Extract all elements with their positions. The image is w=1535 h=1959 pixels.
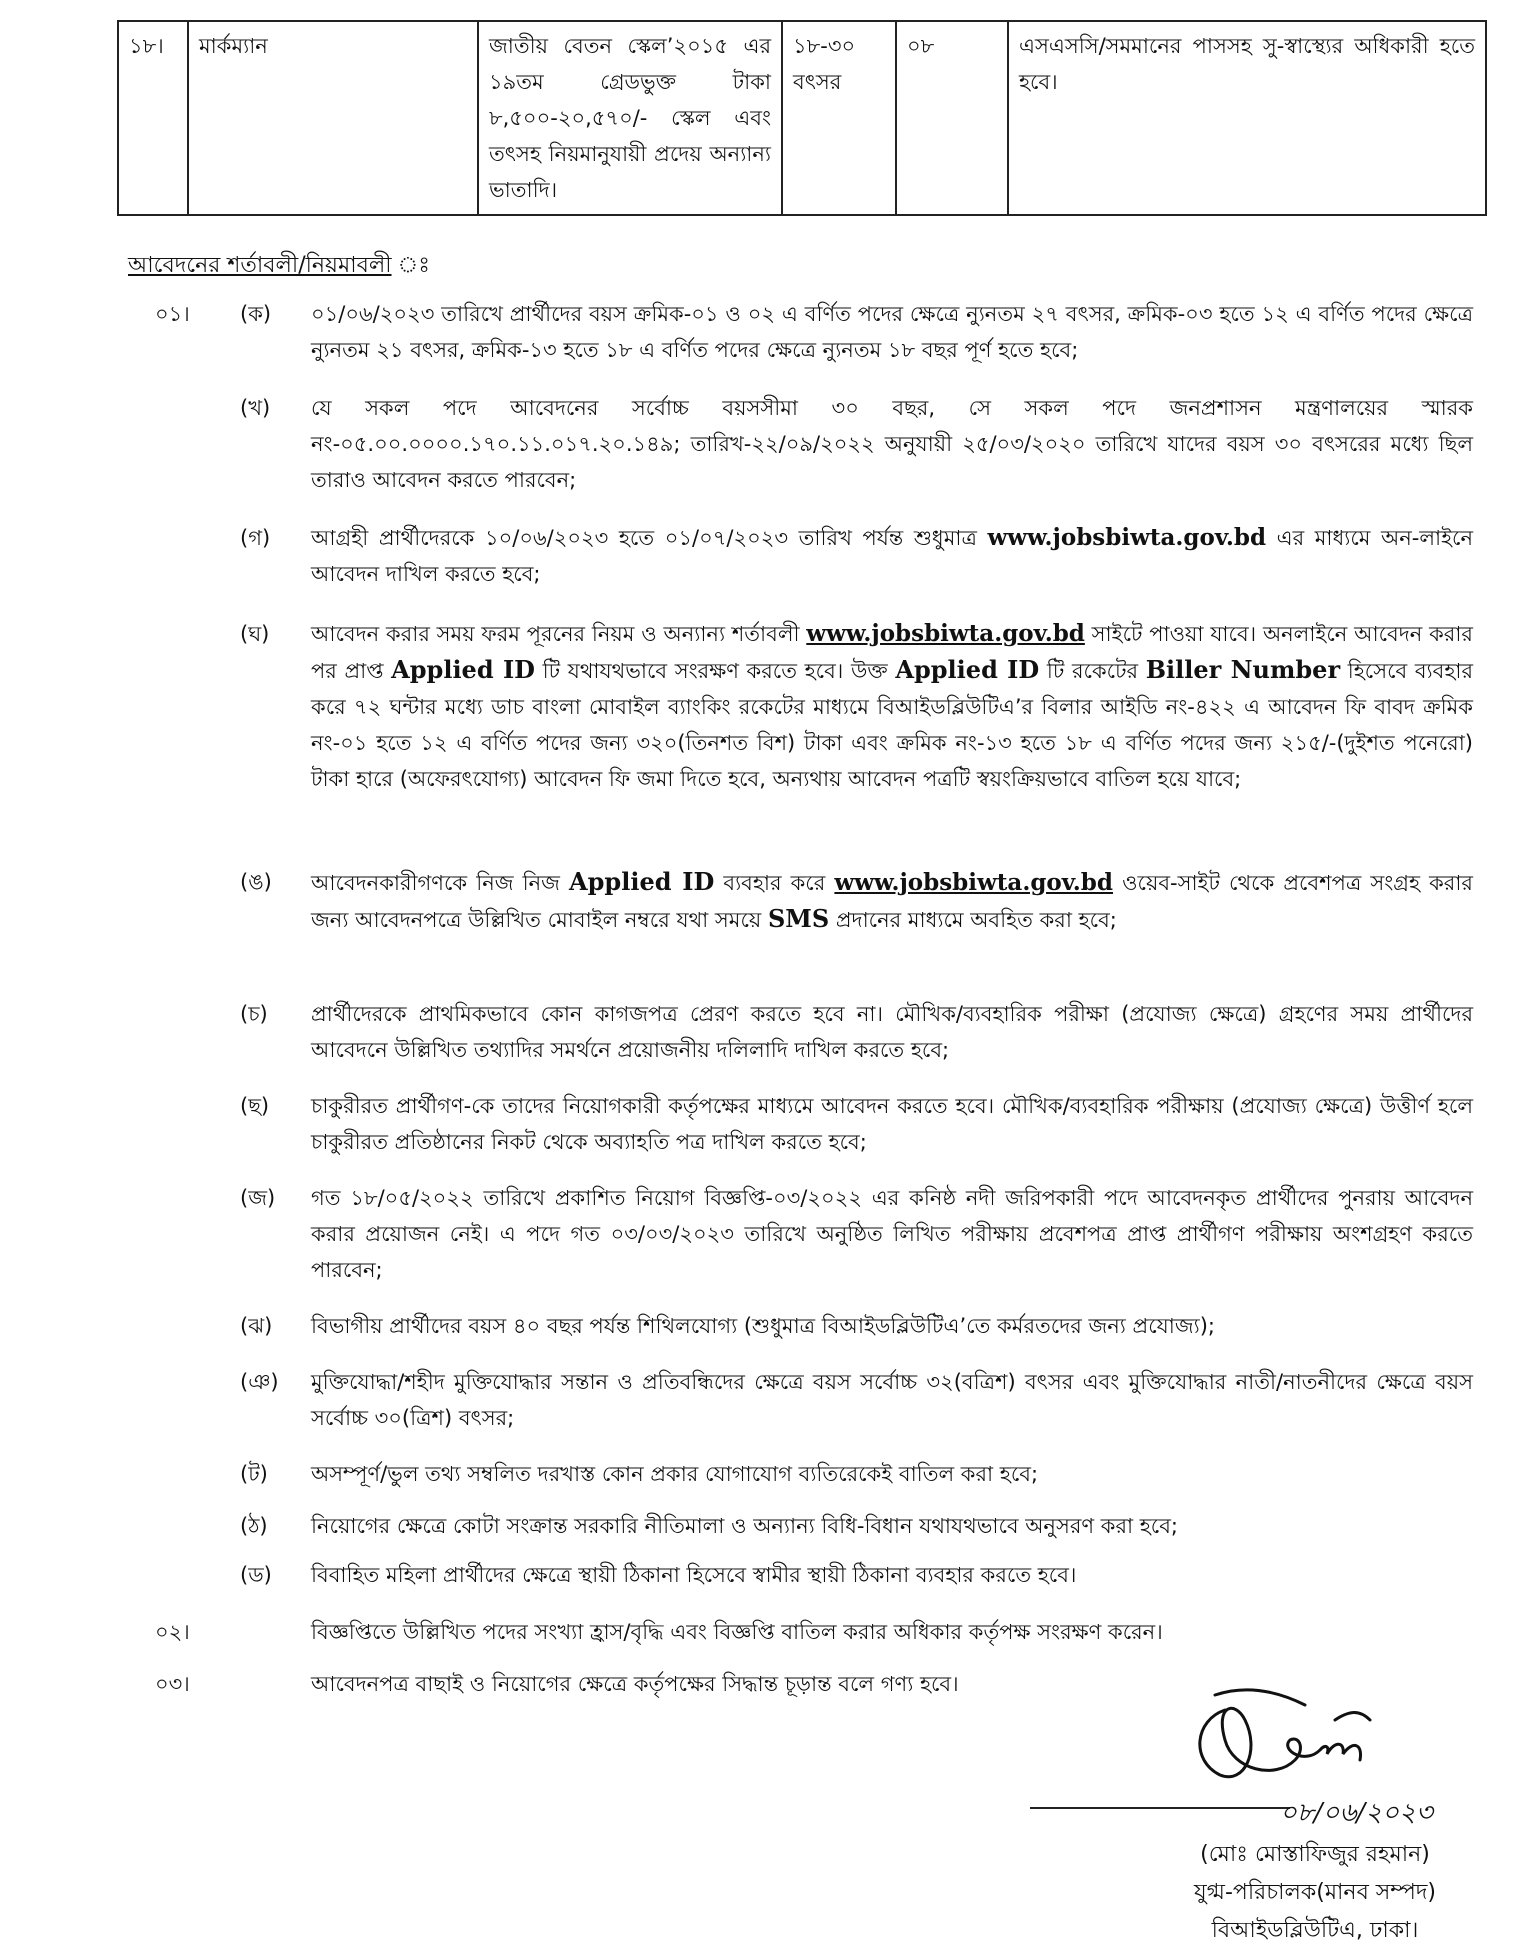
text-run: টি যথাযথভাবে সংরক্ষণ করতে হবে। উক্ত [534, 659, 896, 683]
applied-id-term: Applied ID [391, 655, 535, 684]
signatory-designation: যুগ্ম-পরিচালক(মানব সম্পদ) [1194, 1880, 1436, 1905]
text-run: আগ্রহী প্রার্থীদেরকে ১০/০৬/২০২৩ হতে ০১/০৭/২০২৩ তারিখ পর্যন্ত শুধুমাত্র [311, 526, 988, 550]
text-run: এর মাধ্যমে অন-লাইনে আবেদন দাখিল করতে হবে; [311, 526, 1473, 586]
sub-clause-label: (ঠ) [240, 1514, 268, 1538]
sub-clause-label: (ক) [240, 302, 272, 326]
signature-area [1030, 1680, 1510, 1850]
clause-text: বিভাগীয় প্রার্থীদের বয়স ৪০ বছর পর্যন্ত শিথিলযোগ্য (শুধুমাত্র বিআইডব্লিউটিএ’তে কর্মরতদের জন্য প্রযোজ্য); [311, 1314, 1215, 1338]
website-link[interactable]: www.jobsbiwta.gov.bd [806, 620, 1085, 647]
clause-text: বিবাহিত মহিলা প্রার্থীদের ক্ষেত্রে স্থায়ী ঠিকানা হিসেবে স্বামীর স্থায়ী ঠিকানা ব্যবহার করতে হবে। [311, 1563, 1077, 1587]
clause-text [311, 864, 1473, 938]
sub-clause-label: (ছ) [240, 1094, 270, 1118]
conditions-heading-suffix: ঃ [391, 253, 430, 278]
signature-line [1030, 1807, 1290, 1809]
clause-text [311, 616, 1473, 797]
conditions-heading [128, 250, 430, 282]
sms-term: SMS [767, 904, 830, 933]
sub-clause-label: (ঙ) [240, 870, 272, 894]
sub-clause-label: (খ) [240, 396, 271, 420]
clause-text: ০১/০৬/২০২৩ তারিখে প্রার্থীদের বয়স ক্রমিক-০১ ও ০২ এ বর্ণিত পদের ক্ষেত্রে ন্যুনতম ২৭ বৎসর, ক্রমিক-০৩ হতে ১২ এ বর্ণিত পদের ক্ষেত্রে ন্যুনতম ২১ বৎসর, ক্রমিক-১৩ হতে ১৮ এ বর্ণিত পদের ক্ষেত্রে ন্যুনতম ১৮ বছর পূর্ণ হতে হবে; [311, 302, 1473, 362]
sub-clause-label: (ট) [240, 1462, 268, 1486]
signatory-block [1105, 1836, 1525, 1950]
post-cell: মার্কম্যান [188, 21, 478, 215]
sub-clause-label: (ঝ) [240, 1314, 273, 1338]
posts-table [117, 20, 1487, 216]
sub-clause-label: (ঞ) [240, 1370, 279, 1394]
clause-text: প্রার্থীদেরকে প্রাথমিকভাবে কোন কাগজপত্র প্রেরণ করতে হবে না। মৌখিক/ব্যবহারিক পরীক্ষা (প্রযোজ্য ক্ষেত্রে) গ্রহণের সময় প্রার্থীদের আবেদনে উল্লিখিত তথ্যাদির সমর্থনে প্রয়োজনীয় দলিলাদি দাখিল করতে হবে; [311, 1002, 1473, 1062]
text-run: প্রদানের মাধ্যমে অবহিত করা হবে; [829, 908, 1117, 932]
signatory-organization: বিআইডব্লিউটিএ, ঢাকা। [1211, 1918, 1419, 1943]
clause-text: আবেদনপত্র বাছাই ও নিয়োগের ক্ষেত্রে কর্তৃপক্ষের সিদ্ধান্ত চূড়ান্ত বলে গণ্য হবে। [311, 1672, 959, 1696]
text-run: হিসেবে ব্যবহার করে ৭২ ঘন্টার মধ্যে ডাচ বাংলা মোবাইল ব্যাংকিং রকেটের মাধ্যমে বিআইডব্লিউটিএ’র বিলার আইডি নং-৪২২ এ আবেদন ফি বাবদ ক্রমিক নং-০১ হতে ১২ এ বর্ণিত পদের জন্য ৩২০(তিনশত বিশ) টাকা এবং ক্রমিক নং-১৩ হতে ১৮ এ বর্ণিত পদের জন্য ২১৫/-(দুইশত পনেরো) টাকা হারে (অফেরৎযোগ্য) আবেদন ফি জমা দিতে হবে, অন্যথায় আবেদন পত্রটি স্বয়ংক্রিয়ভাবে বাতিল হয়ে যাবে; [311, 659, 1474, 791]
applied-id-term: Applied ID [569, 867, 715, 896]
sub-clause-label: (জ) [240, 1186, 276, 1210]
sub-clause-label: (গ) [240, 526, 271, 550]
clause-text [311, 520, 1473, 592]
text-run: টি রকেটের [1039, 659, 1146, 683]
serial-cell: ১৮। [118, 21, 188, 215]
signature-date: ০৮/০৬/২০২৩ [1280, 1798, 1433, 1828]
age-cell: ১৮-৩০ বৎসর [782, 21, 896, 215]
clause-text: বিজ্ঞপ্তিতে উল্লিখিত পদের সংখ্যা হ্রাস/বৃদ্ধি এবং বিজ্ঞপ্তি বাতিল করার অধিকার কর্তৃপক্ষ সংরক্ষণ করেন। [311, 1620, 1163, 1644]
post-count-cell: ০৮ [896, 21, 1008, 215]
conditions-heading-text: আবেদনের শর্তাবলী/নিয়মাবলী [128, 253, 392, 278]
clause-number: ০৩। [155, 1672, 190, 1696]
sub-clause-label: (ঘ) [240, 622, 270, 646]
clause-number: ০২। [155, 1620, 190, 1644]
clause-number: ০১। [155, 302, 190, 326]
clause-text: অসম্পূর্ণ/ভুল তথ্য সম্বলিত দরখাস্ত কোন প্রকার যোগাযোগ ব্যতিরেকেই বাতিল করা হবে; [311, 1462, 1039, 1486]
website-link[interactable]: www.jobsbiwta.gov.bd [987, 524, 1267, 551]
text-run: ওয়েব-সাইট থেকে প্রবেশপত্র সংগ্রহ করার জন্য আবেদনপত্রে উল্লিখিত মোবাইল নম্বরে যথা সময়ে [311, 871, 1473, 932]
clause-text: নিয়োগের ক্ষেত্রে কোটা সংক্রান্ত সরকারি নীতিমালা ও অন্যান্য বিধি-বিধান যথাযথভাবে অনুসরণ করা হবে; [311, 1514, 1179, 1538]
table-row [118, 21, 1486, 215]
text-run: আবেদন করার সময় ফরম পূরনের নিয়ম ও অন্যান্য শর্তাবলী [311, 622, 807, 646]
qualification-cell: এসএসসি/সমমানের পাসসহ সু-স্বাস্থ্যের অধিকারী হতে হবে। [1008, 21, 1486, 215]
biller-number-term: Biller Number [1145, 655, 1341, 684]
pay-scale-cell: জাতীয় বেতন স্কেল’২০১৫ এর ১৯তম গ্রেডভুক্ত টাকা ৮,৫০০-২০,৫৭০/- স্কেল এবং তৎসহ নিয়মানুযায়ী প্রদেয় অন্যান্য ভাতাদি। [478, 21, 782, 215]
signatory-name: (মোঃ মোস্তাফিজুর রহমান) [1200, 1842, 1430, 1867]
handwritten-signature [1185, 1680, 1385, 1800]
clause-text: যে সকল পদে আবেদনের সর্বোচ্চ বয়সসীমা ৩০ বছর, সে সকল পদে জনপ্রশাসন মন্ত্রণালয়ের স্মারক নং-০৫.০০.০০০০.১৭০.১১.০১৭.২০.১৪৯; তারিখ-২২/০৯/২০২২ অনুযায়ী ২৫/০৩/২০২০ তারিখে যাদের বয়স ৩০ বৎসরের মধ্যে ছিল তারাও আবেদন করতে পারবেন; [311, 396, 1473, 492]
text-run: ব্যবহার করে [714, 871, 835, 895]
sub-clause-label: (চ) [240, 1002, 268, 1026]
clause-text: মুক্তিযোদ্ধা/শহীদ মুক্তিযোদ্ধার সন্তান ও প্রতিবন্ধিদের ক্ষেত্রে বয়স সর্বোচ্চ ৩২(বত্রিশ) বৎসর এবং মুক্তিযোদ্ধার নাতী/নাতনীদের ক্ষেত্রে বয়স সর্বোচ্চ ৩০(ত্রিশ) বৎসর; [311, 1370, 1473, 1430]
clause-text: চাকুরীরত প্রার্থীগণ-কে তাদের নিয়োগকারী কর্তৃপক্ষের মাধ্যমে আবেদন করতে হবে। মৌখিক/ব্যবহারিক পরীক্ষায় (প্রযোজ্য ক্ষেত্রে) উত্তীর্ণ হলে চাকুরীরত প্রতিষ্ঠানের নিকট থেকে অব্যাহতি পত্র দাখিল করতে হবে; [311, 1094, 1473, 1154]
applied-id-term: Applied ID [895, 655, 1040, 684]
text-run: সাইটে পাওয়া যাবে। অনলাইনে আবেদন করার পর প্রাপ্ত [311, 622, 1473, 683]
sub-clause-label: (ড) [240, 1563, 272, 1587]
text-run: আবেদনকারীগণকে নিজ নিজ [311, 871, 570, 895]
clause-text: গত ১৮/০৫/২০২২ তারিখে প্রকাশিত নিয়োগ বিজ্ঞপ্তি-০৩/২০২২ এর কনিষ্ঠ নদী জরিপকারী পদে আবেদনকৃত প্রার্থীদের পুনরায় আবেদন করার প্রয়োজন নেই। এ পদে গত ০৩/০৩/২০২৩ তারিখে অনুষ্ঠিত লিখিত পরীক্ষায় প্রবেশপত্র প্রাপ্ত প্রার্থীগণ পরীক্ষায় অংশগ্রহণ করতে পারবেন; [311, 1186, 1473, 1282]
website-link[interactable]: www.jobsbiwta.gov.bd [834, 869, 1113, 896]
